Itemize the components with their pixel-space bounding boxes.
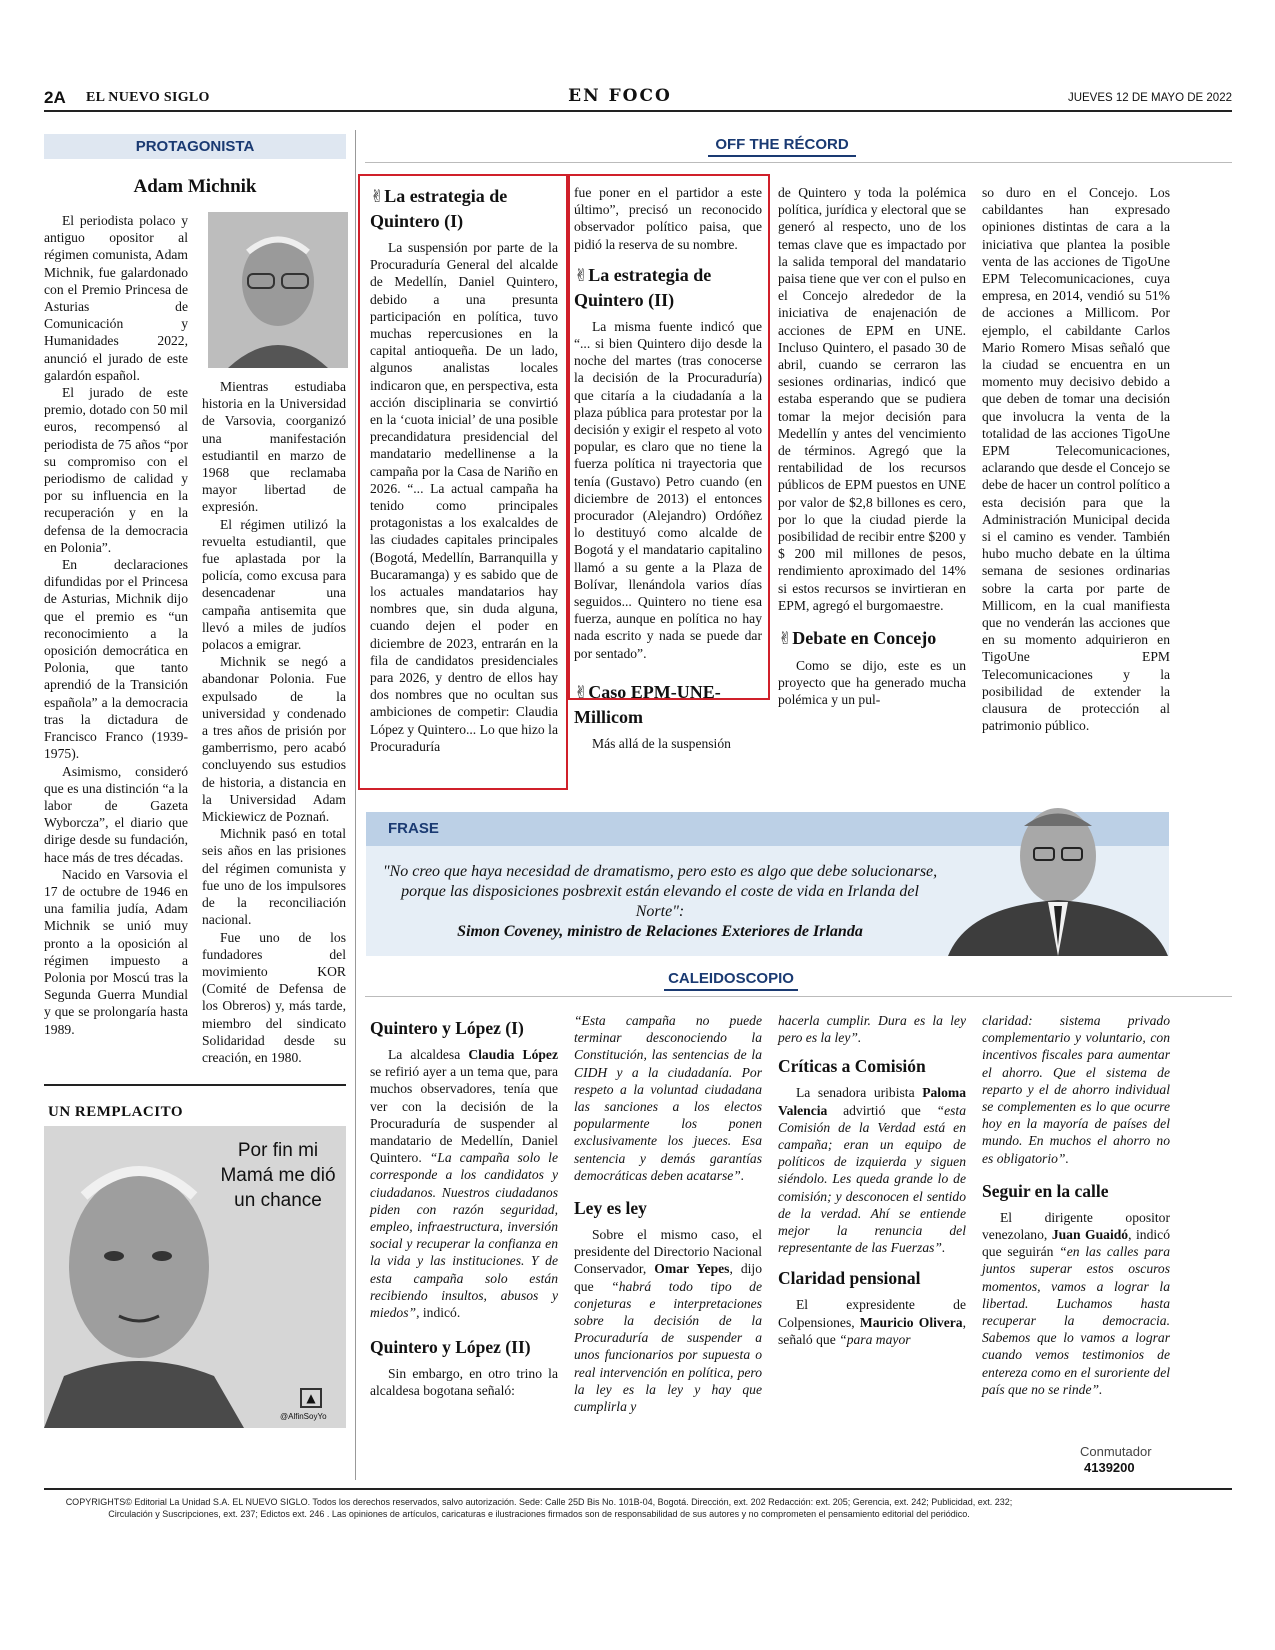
newspaper-name: EL NUEVO SIGLO bbox=[86, 90, 210, 105]
frase-quote bbox=[380, 862, 940, 942]
story-title: Quintero y López (I) bbox=[370, 1018, 524, 1038]
story-title: ✌Debate en Concejo bbox=[778, 628, 937, 650]
paragraph: La suspensión por parte de la Procuraduría General del alcalde de Medellín, Daniel Quintero, debido a una presunta participación en política, tuvo muchas repercusiones en la capital antioqueña. De un lado, algunos analistas locales indicaron que, en perspectiva, esta acción disciplinaria se convirtió en la ‘cuota inicial’ de una posible precandidatura presidencial del mandatario medellinense a la campaña por la Casa de Nariño en 2026. “... La actual campaña ha tenido como principales protagonistas a los exalcaldes de las ciudades capitales principales (Bogotá, Medellín, Barranquilla y Bucaramanga) y es sabido que de los actuales mandatarios hay nombres que, sin duda alguna, cuando dejen el poder en diciembre de 2023, entrarán en la fila de candidatos presidenciales para 2026, y dentro de ellos hay dos nombres que no ocultan sus ambiciones de competir: Claudia López y Quintero... Lo que hizo la Procuraduría bbox=[370, 240, 558, 754]
adam-michnik-photo bbox=[208, 212, 348, 368]
quote-author: Simon Coveney, ministro de Relaciones Exteriores de Irlanda bbox=[457, 923, 863, 940]
cartoon-label: UN REMPLACITO bbox=[48, 1104, 183, 1120]
paragraph: hacerla cumplir. Dura es la ley pero es la ley”. bbox=[778, 1013, 966, 1046]
header-rule bbox=[44, 110, 1232, 112]
paragraph: “Esta campaña no puede terminar desconociendo la Constitución, las sentencias de la CIDH y a la ciudadanía. Por respeto a la voluntad ciudadana las sanciones a los electos popularmente los ponen exclusivamente los jueces. Esa sentencia y demás garantías democráticas deben acatarse”. bbox=[574, 1013, 762, 1183]
page-footer bbox=[44, 1488, 1232, 1520]
paragraph: La misma fuente indicó que “... si bien Quintero dijo desde la noche del martes (tras conocerse la decisión de la Procuraduría) que citaría a la ciudadanía a la plaza pública para protestar por la decisión y exigir el respeto al voto popular, es claro que no tiene la fuerza política ni trayectoria que tenía (Gustavo) Petro cuando (en diciembre de 2013) el entonces procurador (Alejandro) Ordóñez lo destituyó como alcalde de Bogotá y el mandatario capitalino llamó a su gente a la Plaza de Bolívar, llenándola varios días seguidos... Quintero no tiene esa fuerza, aunque en política no hay nada escrito y nada se puede dar por sentado”. bbox=[574, 318, 762, 661]
paragraph: de Quintero y toda la polémica política, jurídica y electoral que se generó al respecto, uno de los temas clave que es impactado por la salida temporal del mandatario paisa tiene que ver con el pulso en el Concejo alrededor de la iniciativa de enajenación de acciones de EPM en UNE. Incluso Quintero, el pasado 30 de abril, cuando se cerraron las sesiones ordinarias, indicó que estaba esperando que se pudiera tomar la mejor decisión para Medellín y antes del vencimiento de términos. Agregó que la rentabilidad de los recursos públicos de EPM puestos en UNE por valor de $2,8 billones es cero, por lo que la ciudad pierde la posibilidad de recibir entre $200 y $ 200 mil millones de pesos, rendimiento aproximado del 14% si estos recursos se invirtieran en EPM, agregó el burgomaestre. bbox=[778, 185, 966, 613]
cartoon-logo-icon: ▲ bbox=[300, 1388, 322, 1408]
offrecord-rule bbox=[365, 162, 1232, 163]
portrait-illustration bbox=[208, 212, 348, 368]
story-title: Seguir en la calle bbox=[982, 1180, 1109, 1201]
story-title: ✌Caso EPM-UNE-Millicom bbox=[574, 681, 721, 727]
story-title: ✌La estrategia de Quintero (II) bbox=[574, 264, 712, 310]
paragraph: La alcaldesa Claudia López se refirió ayer a un tema que, para muchos observadores, tenía que ver con la decisión de la Procuraduría de suspender al mandatario de Medellín, Daniel Quintero. “La campaña solo le corresponde a los candidatos y ciudadanos. Nuestros ciudadanos piden con razón seguridad, empleo, infraestructura, inversión social y recuperar la confianza en la vida y las instituciones. Y de esta campaña solo están recibiendo insultos, abusos y miedos”, indicó. bbox=[370, 1047, 558, 1321]
paragraph: El periodista polaco y antiguo opositor al régimen comunista, Adam Michnik, fue galardonado con el Premio Princesa de Asturias de Comunicación y Humanidades 2022, anunció el jurado de este galardón español. bbox=[44, 213, 188, 383]
frase-banner: FRASE bbox=[388, 820, 439, 837]
victory-hand-icon: ✌ bbox=[370, 187, 385, 207]
victory-hand-icon: ✌ bbox=[778, 629, 793, 650]
offrecord-col1 bbox=[370, 184, 558, 755]
column-separator bbox=[355, 130, 356, 1480]
cartoon-divider bbox=[44, 1084, 346, 1086]
story-title: Ley es ley bbox=[574, 1198, 647, 1219]
caleidoscopio-rule bbox=[365, 996, 1232, 997]
paragraph: claridad: sistema privado complementario y voluntario, con incentivos fiscales para aumentar el ahorro. Que el sistema de reparto y el de ahorro individual se complementen es lo que ocurre hoy en la mayoría de países del mundo. En muchos el ahorro no es obligatorio”. bbox=[982, 1013, 1170, 1166]
cartoon-credit: @AlfinSoyYo bbox=[280, 1412, 327, 1421]
simon-coveney-photo bbox=[938, 796, 1168, 956]
story-title: ✌La estrategia de Quintero (I) bbox=[370, 186, 508, 231]
caleidoscopio-col1 bbox=[370, 1012, 558, 1400]
protagonista-col1 bbox=[44, 212, 188, 1038]
paragraph: Michnik se negó a abandonar Polonia. Fue expulsado de la universidad y condenado a tres años de prisión por gamberrismo, pero acabó concluyendo sus estudios de historia, a distancia en la Universidad Adam Mickiewicz de Poznań. bbox=[202, 654, 346, 825]
paragraph: En declaraciones difundidas por el Princesa de Asturias, Michnik dijo que el premio es “un reconocimiento a la oposición democrática en Polonia, que tanto aprendió de la Transición española” a la democracia tras la dictadura de Francisco Franco (1939-1975). bbox=[44, 557, 188, 762]
paragraph: El jurado de este premio, dotado con 50 mil euros, recompensó al periodista de 75 años “por su compromiso con el periodismo de calidad y por su influencia en la recuperación y en la defensa de la democracia en Polonia”. bbox=[44, 385, 188, 555]
paragraph: Michnik pasó en total seis años en las prisiones del régimen comunista y fue uno de los impulsores de la reconciliación nacional. bbox=[202, 826, 346, 928]
caleidoscopio-col2 bbox=[574, 1012, 762, 1415]
paragraph: Fue uno de los fundadores del movimiento KOR (Comité de Defensa de los Obreros) y, más tarde, miembro del sindicato Solidaridad desde su creación, en 1980. bbox=[202, 929, 346, 1065]
victory-hand-icon: ✌ bbox=[574, 265, 589, 286]
caleidoscopio-banner: CALEIDOSCOPIO bbox=[664, 970, 798, 991]
paragraph: El expresidente de Colpensiones, Mauricio Olivera, señaló que “para mayor bbox=[778, 1297, 966, 1347]
page-date: JUEVES 12 DE MAYO DE 2022 bbox=[1067, 92, 1232, 104]
offrecord-col4 bbox=[982, 184, 1170, 735]
paragraph: El régimen utilizó la revuelta estudiantil, que fue aplastada por la policía, como excusa para desencadenar una campaña antisemita que llevó a miles de judíos polacos a emigrar. bbox=[202, 516, 346, 653]
story-title: Quintero y López (II) bbox=[370, 1337, 531, 1358]
paragraph: La senadora uribista Paloma Valencia advirtió que “esta Comisión de la Verdad está en campaña; eran un equipo de políticos de izquierda y siguen siéndolo. Les queda grande lo de comisión; y desconocen el sentido de la verdad. Ahí se entiende mejor la renuncia del representante de las Fuerzas”. bbox=[778, 1085, 966, 1256]
paragraph: Más allá de la suspensión bbox=[592, 735, 731, 751]
footer-disclaimer: Circulación y Suscripciones, ext. 237; Edictos ext. 246 . Las opiniones de artículos, caricaturas e ilustraciones firmados son de responsabilidad de sus autores y no comprometen el pensamiento editorial del periódico. bbox=[108, 1509, 970, 1519]
page-number: 2A bbox=[44, 88, 66, 107]
protagonista-name: Adam Michnik bbox=[133, 176, 257, 197]
paragraph: so duro en el Concejo. Los cabildantes han expresado opiniones distintas de cara a la iniciativa que plantea la posible venta de las acciones de TigoUne EPM Telecomunicaciones, cuya empresa, en 2014, vendió su 51% de acciones a Millicom. Por ejemplo, el cabildante Carlos Mario Romero Misas señaló que la ciudad se encuentra en un momento muy decisivo debido a que deben de tomar una decisión que involucra la venta de la totalidad de las acciones TigoUne EPM Telecomunicaciones, aclarando que desde el Concejo se debe de hacer un control político a esta decisión para que la Administración Municipal decida si el camino es vender. También hubo mucho debate en la última semana de sesiones ordinarias sobre la carta por parte de Millicom, en la cual manifiesta que no venderán las acciones que en su momento adquirieron en TigoUne EPM Telecomunicaciones y la posibilidad de extender la clausura de protección al patrimonio público. bbox=[982, 185, 1170, 734]
paragraph: Como se dijo, este es un proyecto que ha generado mucha polémica y un pul- bbox=[778, 658, 966, 708]
story-title: Claridad pensional bbox=[778, 1268, 921, 1289]
paragraph: Sobre el mismo caso, el presidente del Directorio Nacional Conservador, Omar Yepes, dijo que “habrá todo tipo de conjeturas e interpretaciones sobre la decisión de la Procuraduría de suspender a unos funcionarios por supuesta o real intervención en política, pero la ley es la ley y hay que cumplirla y bbox=[574, 1227, 763, 1415]
paragraph: El dirigente opositor venezolano, Juan Guaidó, indicó que seguirán “en las calles para juntos superar estos oscuros momentos, vamos a lograr la libertad. Luchamos hasta recuperar la democracia. Sabemos que lo vamos a lograr cuando vemos testimonios de entereza como en el suroriente del país que no se rinde”. bbox=[982, 1209, 1170, 1397]
portrait-illustration bbox=[938, 796, 1168, 956]
footer-copyright: COPYRIGHTS© Editorial La Unidad S.A. EL NUEVO SIGLO. Todos los derechos reservados, salvo autorización. Sede: Calle 25D Bis No. 101B-04, Bogotá. Dirección, ext. 202 Redacción: ext. 205; Gerencia, ext. 242; Publicidad, ext. 232; bbox=[65, 1497, 1013, 1507]
conmutador-number: 4139200 bbox=[1084, 1460, 1135, 1475]
offrecord-col3 bbox=[778, 184, 966, 709]
paragraph: Asimismo, consideró que es una distinción “a la labor de Gazeta Wyborcza”, el diario que dirige desde su fundación, hace más de tres décadas. bbox=[44, 763, 188, 865]
offrecord-col2 bbox=[574, 184, 762, 752]
quote-text: "No creo que haya necesidad de dramatismo, pero esto es algo que debe solucionarse, porque las disposiciones posbrexit están elevando el coste de vida en Irlanda del Norte": bbox=[382, 863, 938, 920]
cartoon-bubble: Por fin mi Mamá me dió un chance bbox=[220, 1140, 336, 1211]
offrecord-banner: OFF THE RÉCORD bbox=[708, 136, 856, 157]
caleidoscopio-col3 bbox=[778, 1012, 966, 1348]
protagonista-banner: PROTAGONISTA bbox=[44, 134, 346, 159]
protagonista-col2 bbox=[202, 378, 346, 1066]
victory-hand-icon: ✌ bbox=[574, 682, 589, 703]
caleidoscopio-col4 bbox=[982, 1012, 1170, 1398]
paragraph: fue poner en el partidor a este último”, precisó un reconocido observador político paisa, que pidió la reserva de su nombre. bbox=[574, 185, 762, 252]
paragraph: Mientras estudiaba historia en la Universidad de Varsovia, coorganizó una manifestación estudiantil en marzo de 1968 que reclamaba mayor libertad de expresión. bbox=[202, 379, 346, 515]
paragraph: Sin embargo, en otro trino la alcaldesa bogotana señaló: bbox=[370, 1366, 558, 1399]
paragraph: Nacido en Varsovia el 17 de octubre de 1946 en una familia judía, Adam Michnik se unió muy pronto a la oposición al régimen impuesto a Polonia por Moscú tras la Segunda Guerra Mundial y que se prolongaría hasta 1989. bbox=[44, 866, 188, 1037]
section-title: EN FOCO bbox=[568, 86, 672, 106]
cartoon-image bbox=[44, 1126, 346, 1428]
conmutador-label: Conmutador bbox=[1080, 1444, 1152, 1459]
story-title: Críticas a Comisión bbox=[778, 1056, 926, 1077]
